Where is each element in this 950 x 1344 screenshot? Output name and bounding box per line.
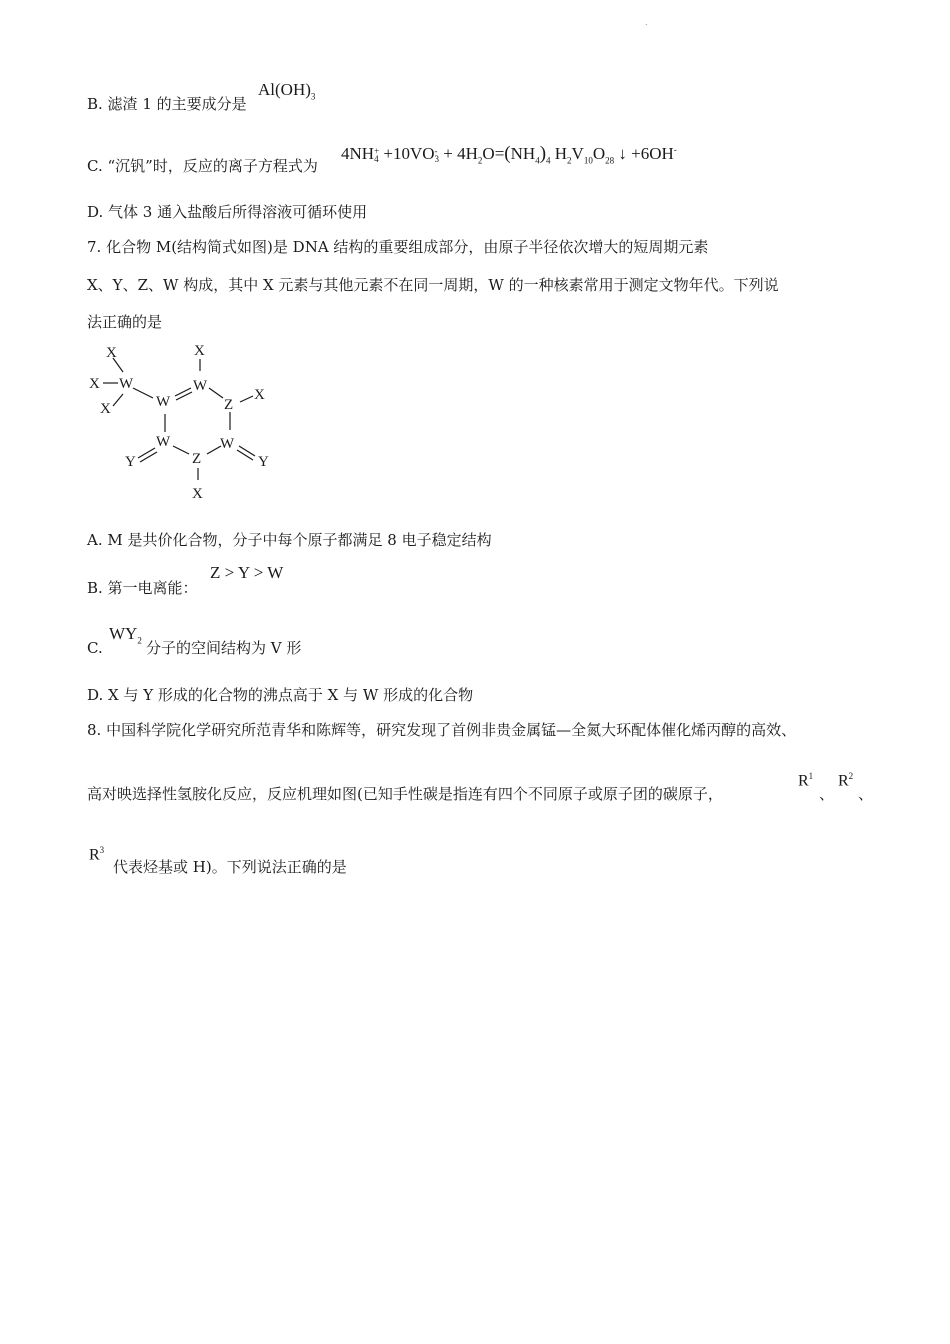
atom-x-3: X — [100, 401, 111, 417]
q6-option-c-text: C. “沉钒”时，反应的离子方程式为 — [87, 157, 318, 175]
q7-stem-line2: X、Y、Z、W 构成，其中 X 元素与其他元素不在同一周期，W 的一种核素常用于测定文物年代。下列说 — [87, 276, 779, 294]
atom-w-top: W — [193, 378, 208, 394]
q7-option-c-label: C. — [87, 639, 103, 657]
q7-option-c-text: 分子的空间结构为 V 形 — [146, 639, 302, 657]
atom-x-1: X — [106, 345, 117, 361]
q6-option-b — [87, 95, 247, 113]
q8-sep2: 、 — [858, 785, 874, 803]
q7-option-d: D. X 与 Y 形成的化合物的沸点高于 X 与 W 形成的化合物 — [87, 686, 474, 704]
q7-option-c-formula: $WY_2$ — [109, 624, 142, 646]
q7-option-b-formula: Z > Y > W — [210, 563, 284, 582]
q7-stem-line1: 7. 化合物 M(结构简式如图)是 DNA 结构的重要组成部分，由原子半径依次增大的短周期元素 — [87, 238, 709, 256]
atom-x-bottom: X — [192, 486, 203, 502]
q8-stem-line3: 代表烃基或 H)。下列说法正确的是 — [113, 858, 347, 876]
q6-option-c-equation: 4NH + 4 +10VO - 3 + $4H_2O=(NH_4)_4$ $H_2V_{10}O_{28}$ ↓ +6OH- — [341, 143, 677, 166]
atom-w-left: W — [156, 394, 171, 410]
q8-r1: $R^1$ — [798, 771, 814, 790]
atom-y-left: Y — [125, 454, 136, 470]
atom-y-right: Y — [258, 454, 269, 470]
q7-structure-diagram — [85, 338, 285, 508]
q8-sep1: 、 — [819, 785, 835, 803]
q8-stem-line1: 8. 中国科学院化学研究所范青华和陈辉等，研究发现了首例非贵金属锰—全氮大环配体催化烯丙醇的高效、 — [87, 721, 797, 739]
q6-option-b-formula: $Al(OH)_3$ — [258, 80, 316, 102]
q8-r3: $R^3$ — [89, 845, 105, 864]
q6-option-b-text: B. 滤渣 1 的主要成分是 — [87, 95, 247, 113]
atom-x-top: X — [194, 343, 205, 359]
q7-option-c — [87, 639, 103, 657]
atom-z-bottom: Z — [192, 451, 202, 467]
atom-x-right: X — [254, 387, 265, 403]
atom-x-2: X — [89, 376, 100, 392]
q7-option-a: A. M 是共价化合物，分子中每个原子都满足 8 电子稳定结构 — [87, 531, 492, 549]
q7-stem-line3: 法正确的是 — [87, 313, 163, 331]
atom-w-bottom-left: W — [156, 434, 171, 450]
atom-w-methyl: W — [119, 376, 134, 392]
q6-option-d: D. 气体 3 通入盐酸后所得溶液可循环使用 — [87, 203, 368, 221]
q8-stem-line2: 高对映选择性氢胺化反应，反应机理如图(已知手性碳是指连有四个不同原子或原子团的碳原子， — [87, 785, 723, 803]
atom-z-right: Z — [224, 397, 234, 413]
q8-r2: $R^2$ — [838, 771, 854, 790]
atom-w-bottom-right: W — [220, 436, 235, 452]
q7-option-b-text: B. 第一电离能： — [87, 579, 198, 597]
q6-option-c — [87, 157, 318, 175]
q7-option-b — [87, 579, 198, 597]
page-mark: . — [645, 18, 648, 27]
